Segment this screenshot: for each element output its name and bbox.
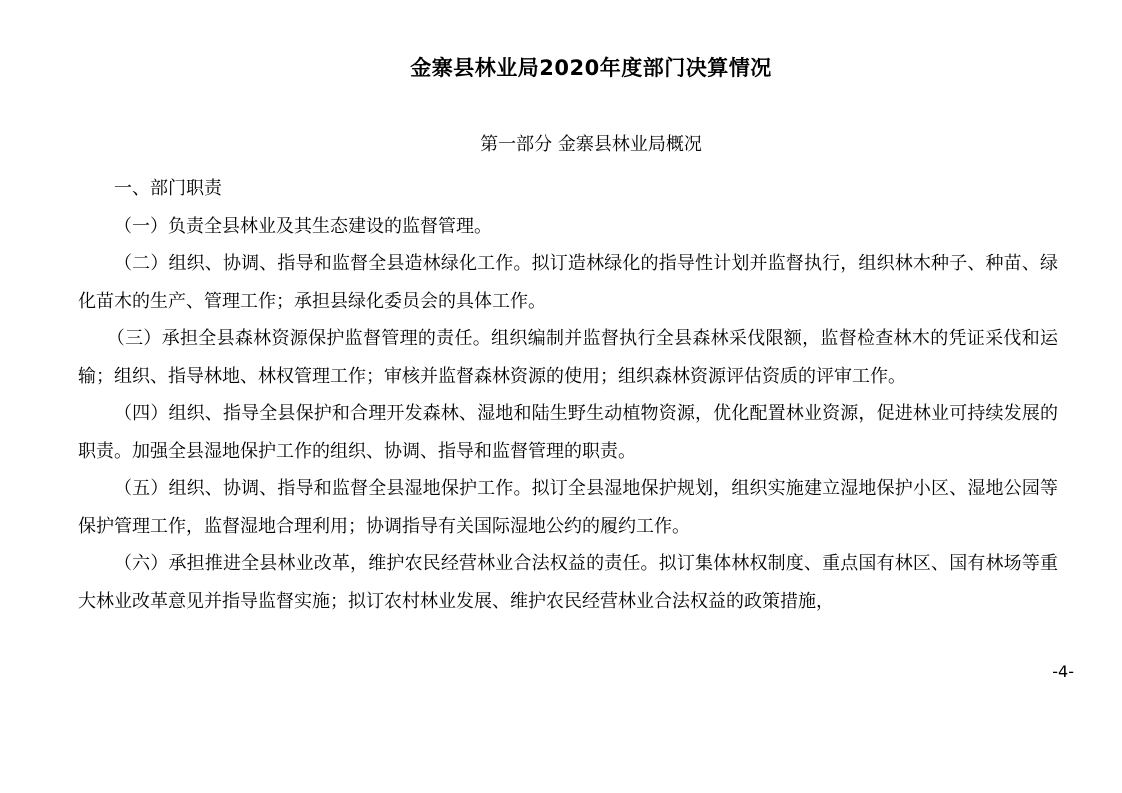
subsection-heading: 一、部门职责	[114, 178, 222, 199]
page-number: -4-	[1052, 662, 1074, 681]
paragraph-duty-2: （二）组织、协调、指导和监督全县造林绿化工作。拟订造林绿化的指导性计划并监督执行，组织林木种子、种苗、绿化苗木的生产、管理工作；承担县绿化委员会的具体工作。	[78, 253, 1058, 312]
paragraph-duty-5: （五）组织、协调、指导和监督全县湿地保护工作。拟订全县湿地保护规划，组织实施建立湿地保护小区、湿地公园等保护管理工作，监督湿地合理利用；协调指导有关国际湿地公约的履约工作。	[78, 478, 1058, 537]
paragraph-duty-6: （六）承担推进全县林业改革，维护农民经营林业合法权益的责任。拟订集体林权制度、重点国有林区、国有林场等重大林业改革意见并指导监督实施；拟订农村林业发展、维护农民经营林业合法权益的政策措施，	[78, 553, 1058, 612]
paragraph-duty-4: （四）组织、指导全县保护和合理开发森林、湿地和陆生野生动植物资源，优化配置林业资源，促进林业可持续发展的职责。加强全县湿地保护工作的组织、协调、指导和监督管理的职责。	[78, 403, 1058, 462]
document-body	[78, 170, 1058, 620]
paragraph-duty-3: （三）承担全县森林资源保护监督管理的责任。组织编制并监督执行全县森林采伐限额，监督检查林木的凭证采伐和运输；组织、指导林地、林权管理工作；审核并监督森林资源的使用；组织森林资源评估资质的评审工作。	[78, 328, 1058, 387]
document-title: 金寨县林业局2020年度部门决算情况	[410, 56, 772, 80]
paragraph-duty-1: （一）负责全县林业及其生态建设的监督管理。	[114, 215, 492, 237]
section-heading: 第一部分 金寨县林业局概况	[480, 134, 702, 155]
